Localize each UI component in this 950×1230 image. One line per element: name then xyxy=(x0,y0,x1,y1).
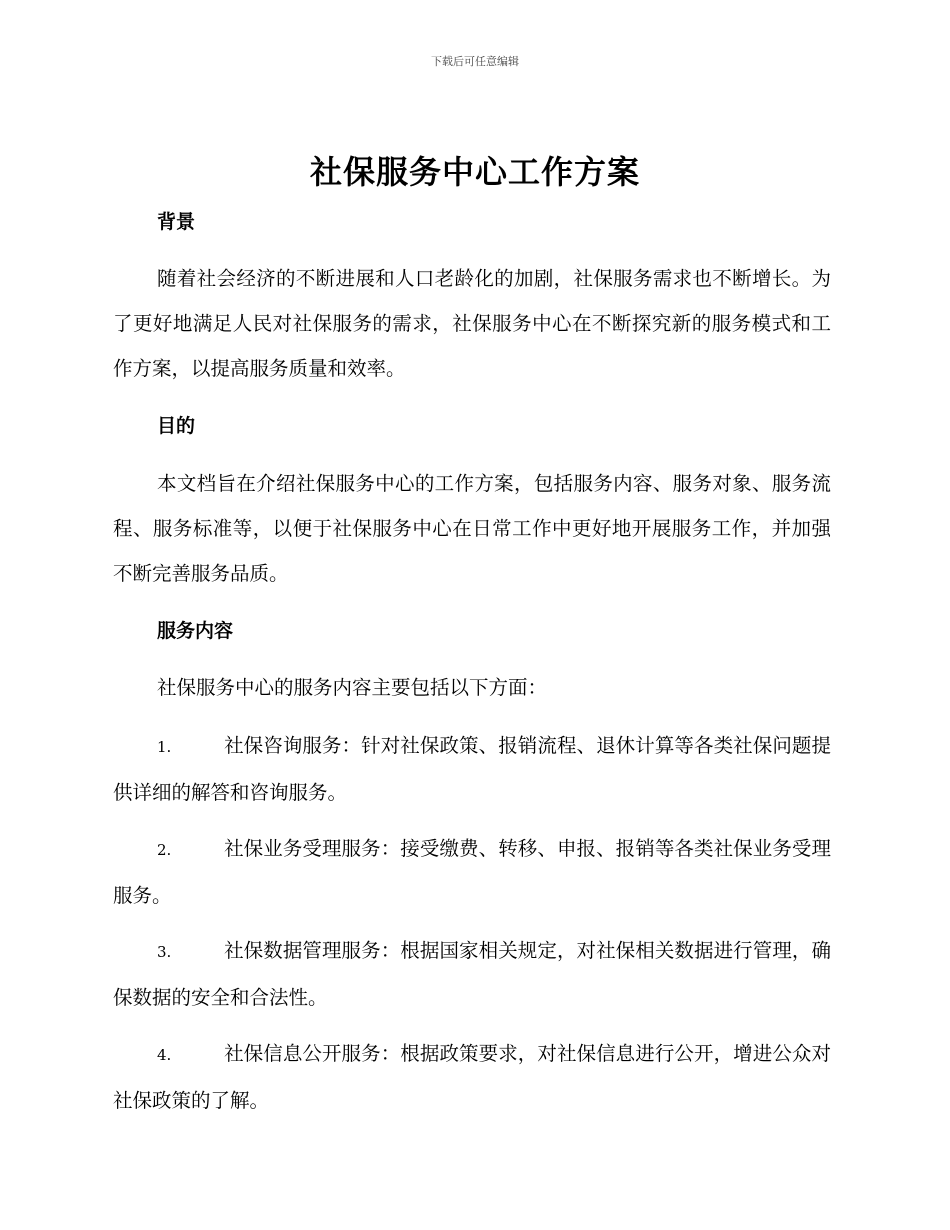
list-item-number: 3. xyxy=(157,943,172,961)
section-paragraph-services-intro: 社保服务中心的服务内容主要包括以下方面： xyxy=(157,676,548,699)
section-paragraph-purpose: 本文档旨在介绍社保服务中心的工作方案，包括服务内容、服务对象、服务流程、服务标准等，以便于社保服务中心在日常工作中更好地开展服务工作，并加强不断完善服务品质。 xyxy=(113,472,831,585)
list-item xyxy=(113,723,831,815)
list-item-number: 4. xyxy=(157,1046,172,1064)
section-heading-purpose: 目的 xyxy=(157,415,196,437)
list-item-text: 社保数据管理服务：根据国家相关规定，对社保相关数据进行管理，确保数据的安全和合法性。 xyxy=(113,939,831,1009)
list-item-number: 2. xyxy=(157,841,172,859)
list-item xyxy=(113,928,831,1020)
section-heading-services: 服务内容 xyxy=(157,620,234,642)
list-item xyxy=(113,1031,831,1123)
list-item-text: 社保咨询服务：针对社保政策、报销流程、退休计算等各类社保问题提供详细的解答和咨询服务。 xyxy=(113,734,831,804)
page-header-note: 下载后可任意编辑 xyxy=(431,55,519,68)
list-item xyxy=(113,826,831,918)
list-item-text: 社保信息公开服务：根据政策要求，对社保信息进行公开，增进公众对社保政策的了解。 xyxy=(113,1042,831,1112)
list-item-number: 1. xyxy=(157,738,172,756)
section-heading-background: 背景 xyxy=(157,211,196,233)
section-paragraph-background: 随着社会经济的不断进展和人口老龄化的加剧，社保服务需求也不断增长。为了更好地满足人民对社保服务的需求，社保服务中心在不断探究新的服务模式和工作方案，以提高服务质量和效率。 xyxy=(113,267,831,380)
document-title: 社保服务中心工作方案 xyxy=(309,153,640,191)
list-item-text: 社保业务受理服务：接受缴费、转移、申报、报销等各类社保业务受理服务。 xyxy=(113,837,831,907)
